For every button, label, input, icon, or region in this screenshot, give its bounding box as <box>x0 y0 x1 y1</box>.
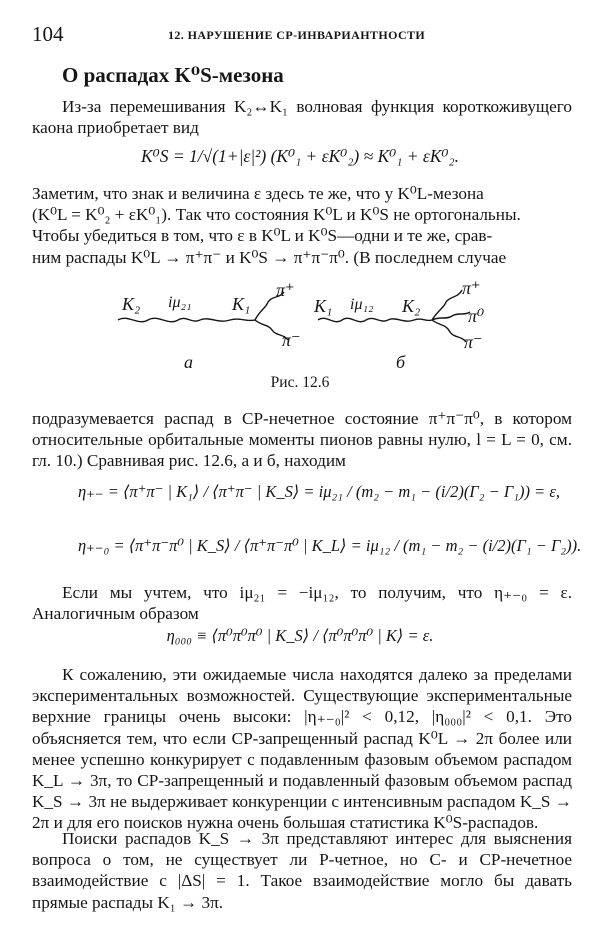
diagram-a-incoming-line <box>118 318 200 321</box>
paragraph-5: К сожалению, эти ожидаемые числа находятся далеко за пределами экспериментальных возможностей. Существующие экспериментальные верхние границы очень высоки: |η₊₋₀|² < 0,12, |η₀₀₀|² < 0,1. Это объясняется тем, что если CP-запрещенный распад K⁰L → 2π более или менее успешно конкурирует с подавленным фазовым объемом распадом K_L → 3π, то CP-запрещенный и подавленный фазовым объемом распад K_S → 3π не выдерживает конкуренции с интенсивным распадом K_S → 2π и для его поисков нужна очень большая статистика K⁰S-распадов. <box>32 665 572 833</box>
section-title: О распадах K⁰S-мезона <box>62 63 284 87</box>
diagram-b-in-label: K₁ <box>314 296 333 316</box>
page-number: 104 <box>32 22 64 46</box>
page-header <box>32 22 580 46</box>
paragraph-6: Поиски распадов K_S → 3π представляют интерес для выяснения вопроса о том, не существует ли P-четное, но C- и CP-нечетное взаимодействие с |ΔS| = 1. Такое взаимодействие могло бы давать прямые распады K₁ → 3π. <box>32 829 572 912</box>
paragraph-2-line-1: Заметим, что знак и величина ε здесь те же, что у K⁰L-мезона <box>32 184 484 203</box>
formula-eta-000: η₀₀₀ ≡ ⟨π⁰π⁰π⁰ | K_S⟩ / ⟨π⁰π⁰π⁰ | K⟩ = ε. <box>166 626 434 645</box>
paragraph-3: подразумевается распад в CP-нечетное состояние π⁺π⁻π⁰, в котором относительные орбитальные моменты пионов равны нулю, l = L = 0, см. гл. 10.) Сравнивая рис. 12.6, а и б, находим <box>32 409 572 471</box>
formula-eta-plus-minus: η₊₋ = ⟨π⁺π⁻ | K₁⟩ / ⟨π⁺π⁻ | K_S⟩ = iμ₂₁ / (m₂ − m₁ − (i/2)(Γ₂ − Γ₁)) = ε, <box>78 482 560 501</box>
diagram-b-out-bottom: π⁻ <box>464 332 483 352</box>
diagram-a-panel-label: а <box>184 352 193 372</box>
diagram-b <box>318 290 470 342</box>
diagram-a-middle-line <box>200 319 255 321</box>
diagram-b-middle-line <box>388 319 432 321</box>
running-head: 12. НАРУШЕНИЕ CP-ИНВАРИАНТНОСТИ <box>168 28 426 42</box>
diagram-b-out-middle: π⁰ <box>468 306 485 326</box>
diagram-b-vertex-label: iμ₁₂ <box>350 296 374 313</box>
paragraph-intro: Из-за перемешивания K₂↔K₁ волновая функция короткоживущего каона приобретает вид <box>32 97 572 138</box>
diagram-b-outgoing-bottom <box>432 320 466 342</box>
diagram-a-mid-label: K₁ <box>232 294 251 314</box>
formula-ks: K⁰S = 1/√(1+|ε|²) (K⁰₁ + εK⁰₂) ≈ K⁰₁ + εK⁰₂. <box>141 146 459 166</box>
diagram-b-out-top: π⁺ <box>462 278 481 298</box>
paragraph-2-line-3: Чтобы убедиться в том, что ε в K⁰L и K⁰S—одни и те же, срав- <box>32 226 493 246</box>
diagram-b-mid-label: K₂ <box>402 296 421 316</box>
diagram-a-in-label: K₂ <box>122 294 141 314</box>
paragraph-2-line-4: ним распады K⁰L → π⁺π⁻ и K⁰S → π⁺π⁻π⁰. (В последнем случае <box>32 247 507 267</box>
diagram-b-outgoing-top <box>432 290 462 320</box>
diagram-a-vertex-label: iμ₂₁ <box>168 294 192 311</box>
figure-caption: Рис. 12.6 <box>270 374 330 391</box>
diagram-b-incoming-line <box>318 318 388 321</box>
paragraph-2-line-2: (K⁰L = K⁰₂ + εK⁰₁). Так что состояния K⁰L и K⁰S не ортогональны. <box>32 205 521 225</box>
diagram-b-panel-label: б <box>396 352 406 372</box>
formula-eta-plus-minus-zero: η₊₋₀ = ⟨π⁺π⁻π⁰ | K_S⟩ / ⟨π⁺π⁻π⁰ | K_L⟩ = iμ₁₂ / (m₁ − m₂ − (i/2)(Γ₁ − Γ₂)). <box>78 536 582 555</box>
paragraph-4: Если мы учтем, что iμ₂₁ = −iμ₁₂, то получим, что η₊₋₀ = ε. Аналогичным образом <box>32 583 572 624</box>
diagram-a-out-bottom: π⁻ <box>282 330 301 350</box>
diagram-a-out-top: π⁺ <box>276 280 295 300</box>
diagram-a <box>118 292 288 340</box>
paragraph-2 <box>32 183 572 268</box>
